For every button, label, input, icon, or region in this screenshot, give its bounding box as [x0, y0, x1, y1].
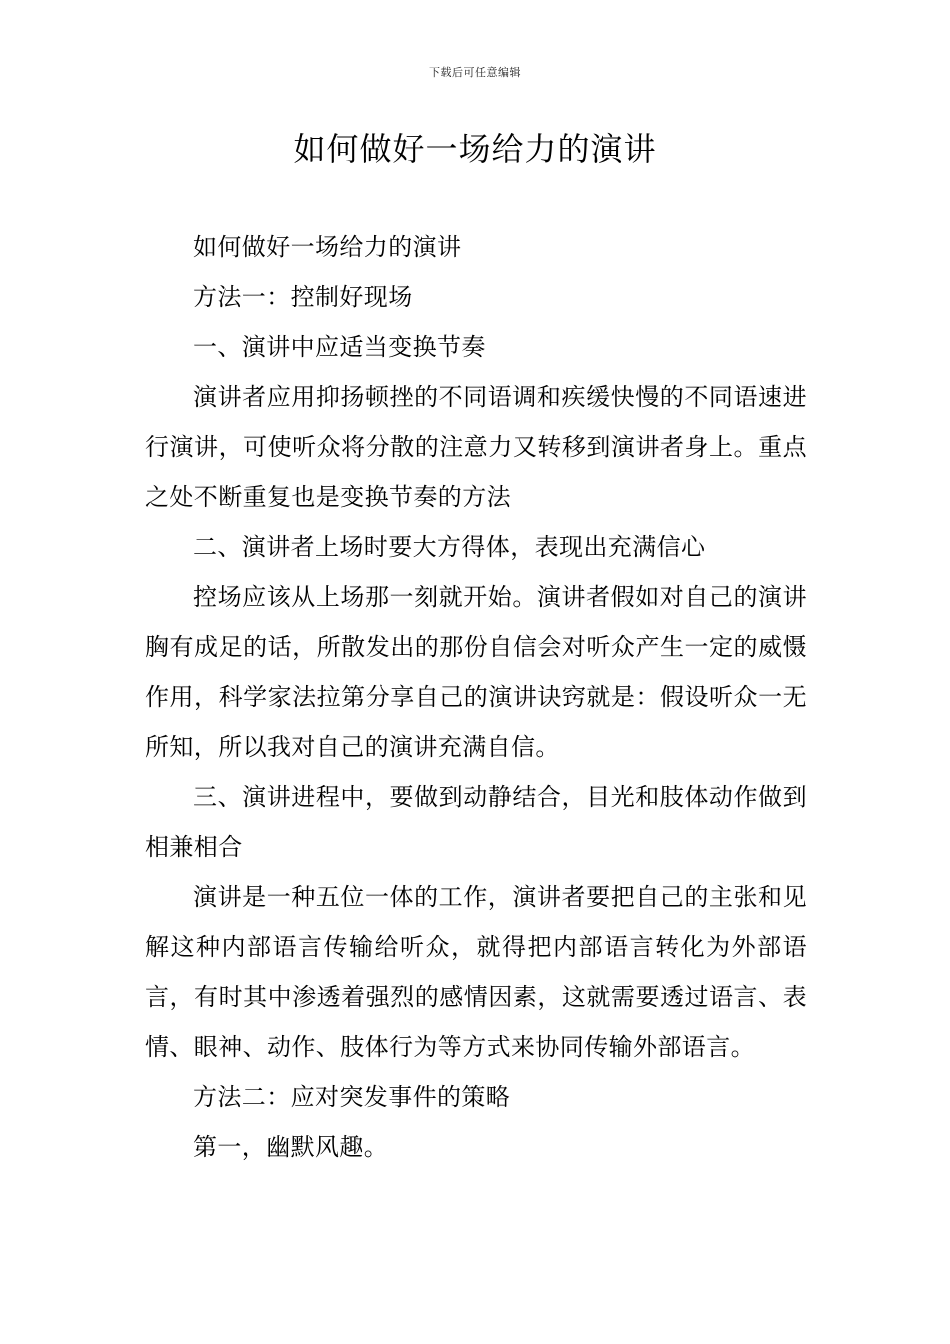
document-title: 如何做好一场给力的演讲	[293, 130, 657, 168]
paragraph-section-three-heading: 三、演讲进程中，要做到动静结合，目光和肢体动作做到相兼相合	[145, 783, 807, 861]
document-body	[145, 222, 807, 1172]
paragraph-section-two-body: 控场应该从上场那一刻就开始。演讲者假如对自己的演讲胸有成足的话，所散发出的那份自信会对听众产生一定的威慑作用，科学家法拉第分享自己的演讲诀窍就是：假设听众一无所知，所以我对自己的演讲充满自信。	[145, 583, 807, 761]
paragraph-first-point: 第一，幽默风趣。	[193, 1133, 389, 1161]
paragraph-section-one-heading: 一、演讲中应适当变换节奏	[193, 333, 486, 361]
paragraph-section-one-body: 演讲者应用抑扬顿挫的不同语调和疾缓快慢的不同语速进行演讲，可使听众将分散的注意力又转移到演讲者身上。重点之处不断重复也是变换节奏的方法	[145, 383, 807, 511]
paragraph-section-two-heading: 二、演讲者上场时要大方得体，表现出充满信心	[193, 533, 706, 561]
header-note: 下载后可任意编辑	[429, 66, 521, 79]
paragraph-method-one-heading: 方法一：控制好现场	[193, 283, 413, 311]
paragraph-section-three-body: 演讲是一种五位一体的工作，演讲者要把自己的主张和见解这种内部语言传输给听众，就得把内部语言转化为外部语言，有时其中渗透着强烈的感情因素，这就需要透过语言、表情、眼神、动作、肢体行为等方式来协同传输外部语言。	[145, 883, 807, 1061]
paragraph-subtitle: 如何做好一场给力的演讲	[193, 233, 462, 261]
paragraph-method-two-heading: 方法二：应对突发事件的策略	[193, 1083, 511, 1111]
